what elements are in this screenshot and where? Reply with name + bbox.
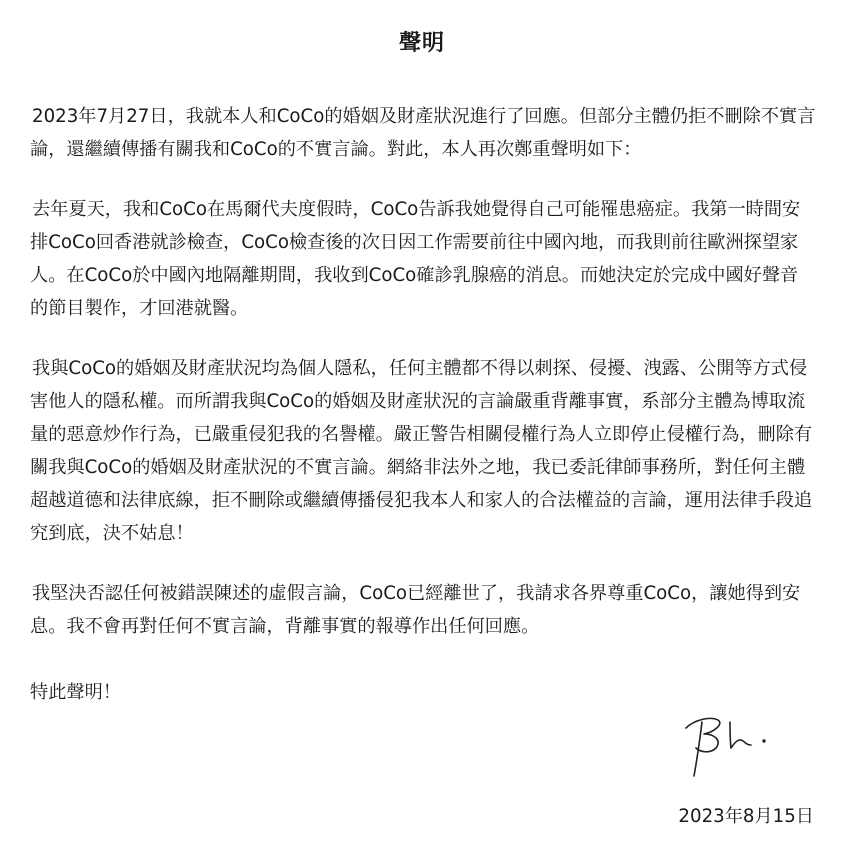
- document-body: [30, 100, 816, 709]
- document-date: 2023年8月15日: [678, 806, 814, 827]
- document-title: 聲明: [398, 31, 445, 56]
- paragraph-1: 2023年7月27日，我就本人和CoCo的婚姻及財產狀況進行了回應。但部分主體仍拒不刪除不實言論，還繼續傳播有關我和CoCo的不實言論。對此，本人再次鄭重聲明如下：: [30, 106, 816, 160]
- paragraph-3: 我與CoCo的婚姻及財產狀況均為個人隱私，任何主體都不得以刺探、侵擾、洩露、公開等方式侵害他人的隱私權。而所謂我與CoCo的婚姻及財產狀況的言論嚴重背離事實，系部分主體為博取流量的惡意炒作行為，已嚴重侵犯我的名譽權。嚴正警告相關侵權行為人立即停止侵權行為，刪除有關我與CoCo的婚姻及財產狀況的不實言論。網絡非法外之地，我已委託律師事務所，對任何主體超越道德和法律底線，拒不刪除或繼續傳播侵犯我本人和家人的合法權益的言論，運用法律手段追究到底，決不姑息！: [30, 358, 813, 544]
- paragraph-2: 去年夏天，我和CoCo在馬爾代夫度假時，CoCo告訴我她覺得自己可能罹患癌症。我第一時間安排CoCo回香港就診檢查，CoCo檢查後的次日因工作需要前往中國內地，而我則前往歐洲探望家人。在CoCo於中國內地隔離期間，我收到CoCo確診乳腺癌的消息。而她決定於完成中國好聲音的節目製作，才回港就醫。: [30, 199, 801, 319]
- closing-statement: 特此聲明！: [30, 682, 121, 703]
- handwritten-signature: [680, 708, 770, 780]
- paragraph-4: 我堅決否認任何被錯誤陳述的虛假言論，CoCo已經離世了，我請求各界尊重CoCo，讓她得到安息。我不會再對任何不實言論，背離事實的報導作出任何回應。: [30, 583, 801, 637]
